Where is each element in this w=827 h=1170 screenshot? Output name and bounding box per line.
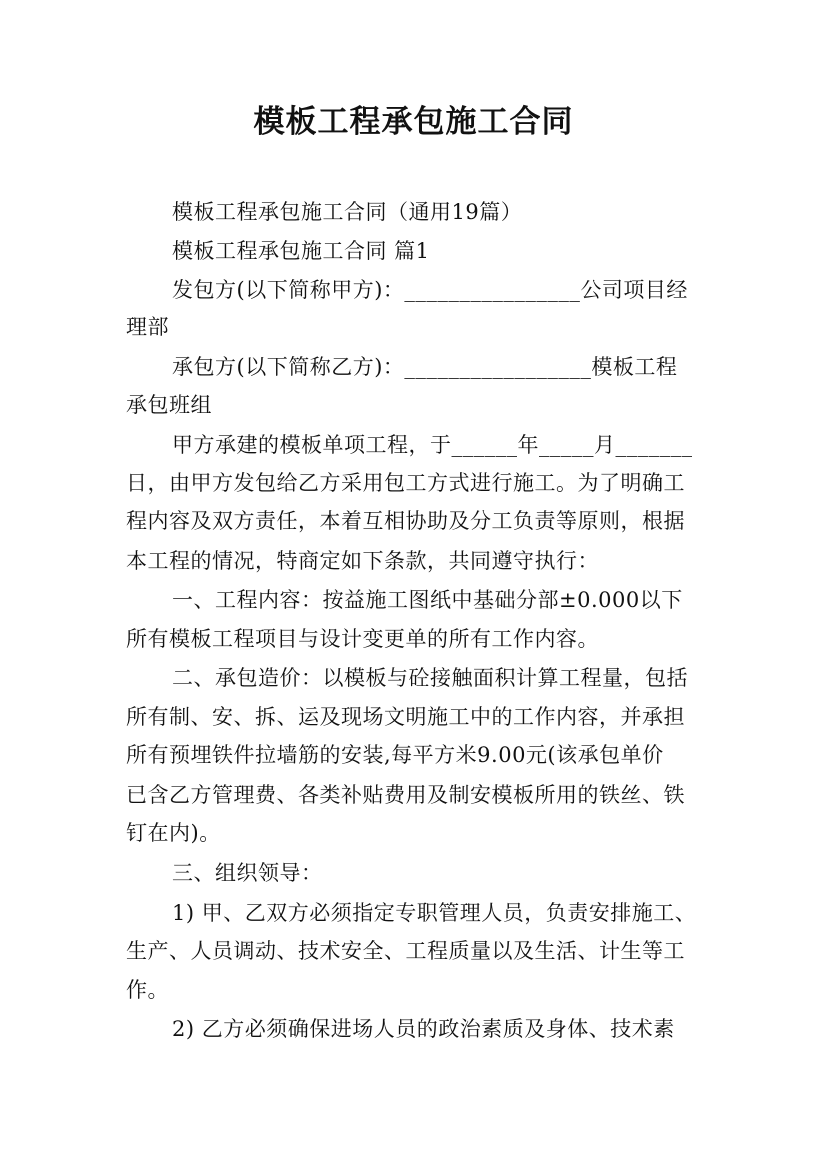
party-a-continuation-line: 理部 <box>126 315 169 339</box>
party-b-line: 承包方(以下简称乙方)：_________________模板工程 <box>172 355 678 379</box>
clause-line: 所有预埋铁件拉墙筋的安装,每平方米9.00元(该承包单价 <box>126 743 664 767</box>
body-paragraph-line: 本工程的情况，特商定如下条款，共同遵守执行： <box>126 549 599 573</box>
clause-line: 一、工程内容：按益施工图纸中基础分部±0.000以下 <box>172 588 683 612</box>
section-heading-line: 模板工程承包施工合同 篇1 <box>172 239 430 263</box>
clause-line: 1) 甲、乙双方必须指定专职管理人员，负责安排施工、 <box>172 901 697 925</box>
party-b-continuation-line: 承包班组 <box>126 393 212 417</box>
clause-line: 作。 <box>126 978 169 1002</box>
document-title: 模板工程承包施工合同 <box>253 104 574 140</box>
subtitle-line: 模板工程承包施工合同（通用19篇） <box>172 200 523 224</box>
clause-line: 所有模板工程项目与设计变更单的所有工作内容。 <box>126 627 599 651</box>
clause-line: 所有制、安、拆、运及现场文明施工中的工作内容，并承担 <box>126 705 685 729</box>
clause-line: 2) 乙方必须确保进场人员的政治素质及身体、技术素 <box>172 1017 675 1041</box>
clause-line: 钉在内)。 <box>126 821 221 845</box>
clause-line: 二、承包造价：以模板与砼接触面积计算工程量，包括 <box>172 666 688 690</box>
body-paragraph-line: 甲方承建的模板单项工程，于______年_____月_______ <box>172 433 693 457</box>
body-paragraph-line: 程内容及双方责任，本着互相协助及分工负责等原则，根据 <box>126 509 685 533</box>
clause-line: 已含乙方管理费、各类补贴费用及制安模板所用的铁丝、铁 <box>126 783 685 807</box>
clause-heading-line: 三、组织领导： <box>172 861 323 885</box>
body-paragraph-line: 日，由甲方发包给乙方采用包工方式进行施工。为了明确工 <box>126 471 685 495</box>
party-a-line: 发包方(以下简称甲方)：________________公司项目经 <box>172 278 688 302</box>
clause-line: 生产、人员调动、技术安全、工程质量以及生活、计生等工 <box>126 939 685 963</box>
